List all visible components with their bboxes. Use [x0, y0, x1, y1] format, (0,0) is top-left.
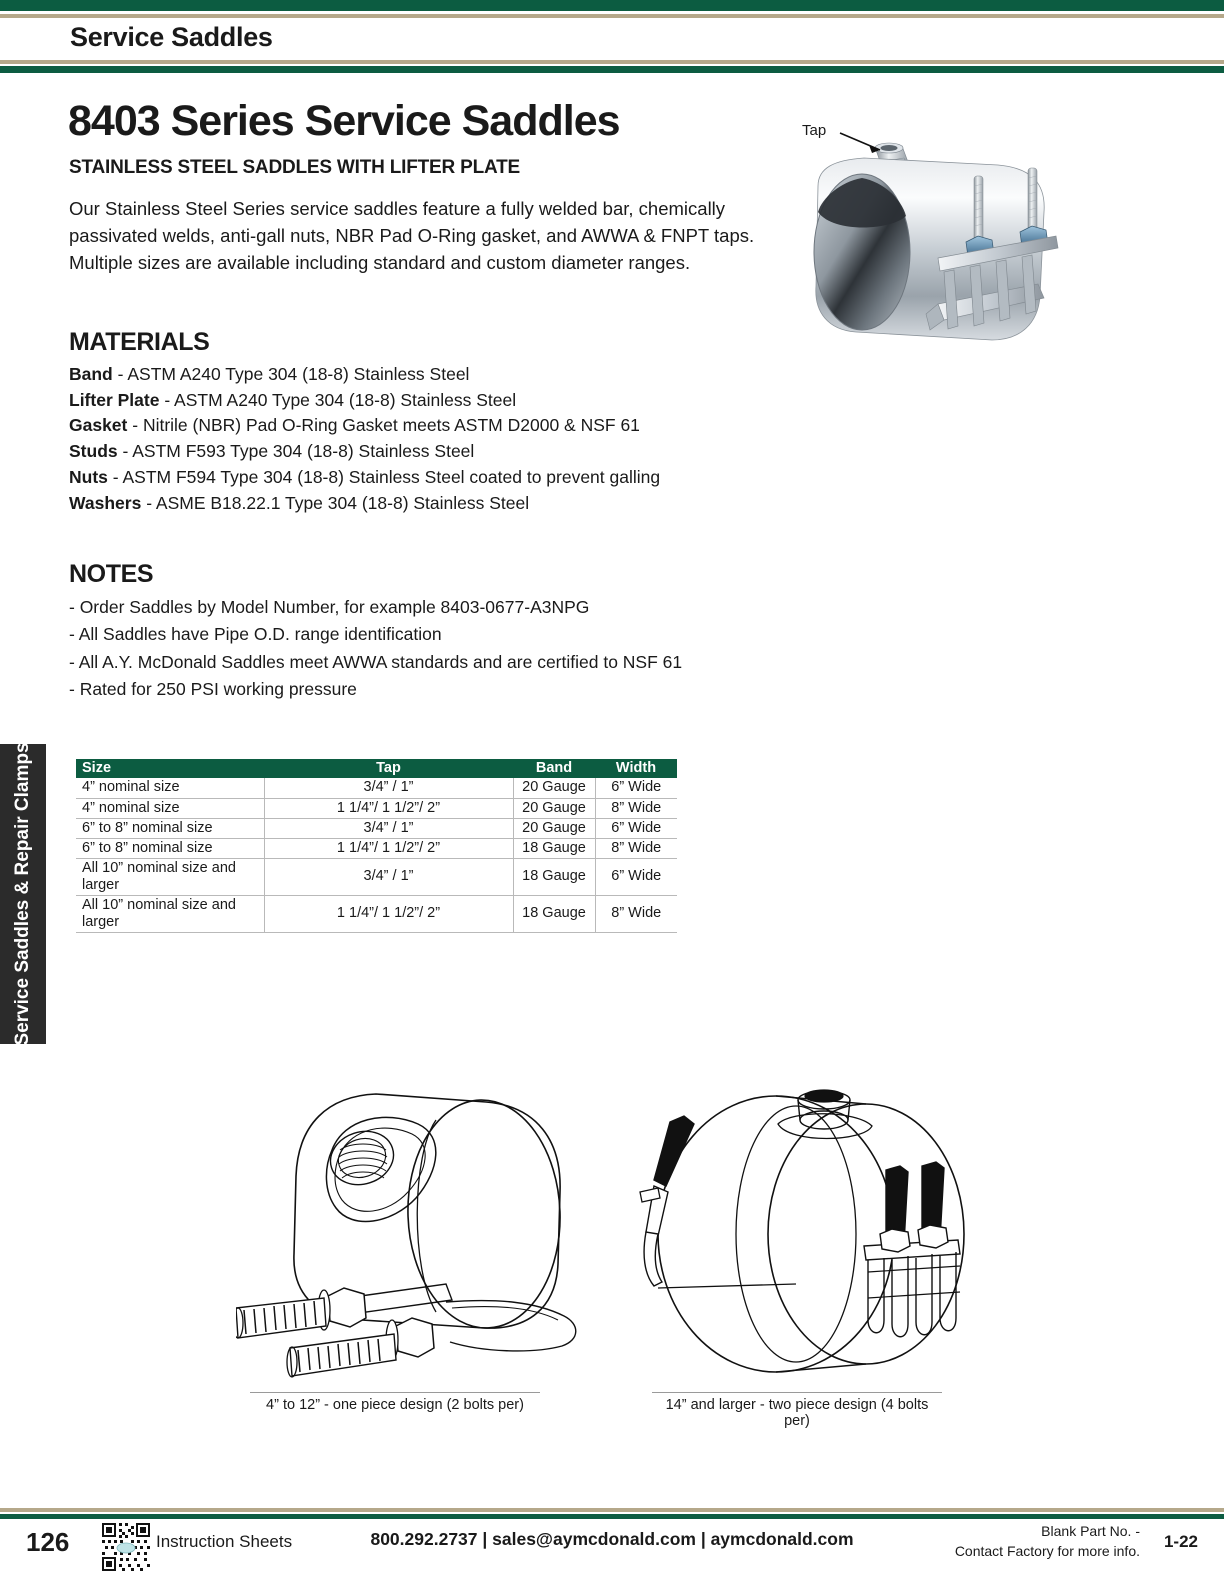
- column-header-tap: Tap: [264, 759, 513, 778]
- note-item: - Order Saddles by Model Number, for example 8403-0677-A3NPG: [69, 597, 590, 617]
- note-item: - All Saddles have Pipe O.D. range identification: [69, 624, 442, 645]
- materials-heading: MATERIALS: [69, 328, 210, 356]
- cell-width: 8” Wide: [595, 895, 677, 932]
- figure-caption-left: [250, 1392, 540, 1413]
- cell-width: 8” Wide: [595, 798, 677, 818]
- header-tan-rule-bottom: [0, 60, 1224, 64]
- header-tan-rule-top: [0, 14, 1224, 18]
- table-row: [76, 895, 677, 932]
- material-label: Band: [69, 364, 113, 384]
- notes-section: [69, 560, 769, 703]
- material-item: [69, 439, 769, 465]
- material-label: Lifter Plate: [69, 389, 160, 410]
- spec-table: [76, 759, 677, 933]
- cell-size: 6” to 8” nominal size: [76, 818, 264, 838]
- column-header-size: Size: [76, 759, 264, 778]
- two-piece-saddle-drawing: [628, 1058, 974, 1390]
- column-header-band: Band: [513, 759, 595, 778]
- footer-tan-rule: [0, 1508, 1224, 1512]
- material-value: - ASTM A240 Type 304 (18-8) Stainless Steel: [164, 389, 517, 410]
- page-title: 8403 Series Service Saddles: [68, 97, 620, 145]
- cell-band: 18 Gauge: [513, 838, 595, 858]
- material-item: [69, 465, 769, 491]
- cell-size: 4” nominal size: [76, 778, 264, 798]
- intro-paragraph: Our Stainless Steel Series service saddles feature a fully welded bar, chemically passivated welds, anti-gall nuts, NBR Pad O-Ring gasket, and AWWA & FNPT taps. Multiple sizes are available including standard and custom diameter ranges.: [69, 198, 755, 273]
- figure-two-piece-saddle: [628, 1058, 974, 1390]
- column-header-width: Width: [595, 759, 677, 778]
- table-row: [76, 798, 677, 818]
- table-row: [76, 838, 677, 858]
- cell-band: 20 Gauge: [513, 798, 595, 818]
- cell-width: 6” Wide: [595, 818, 677, 838]
- materials-section: [69, 328, 769, 516]
- material-label: Gasket: [69, 415, 128, 436]
- cell-tap: 1 1/4”/ 1 1/2”/ 2”: [264, 798, 513, 818]
- cell-tap: 1 1/4”/ 1 1/2”/ 2”: [264, 895, 513, 932]
- cell-width: 8” Wide: [595, 838, 677, 858]
- qr-code-label: Instruction Sheets: [156, 1532, 293, 1551]
- cell-tap: 3/4” / 1”: [264, 778, 513, 798]
- material-item: [69, 413, 769, 439]
- product-photo: [788, 108, 1078, 378]
- footer-doc-code: 1-22: [1163, 1532, 1198, 1551]
- product-photo-image: [788, 108, 1078, 378]
- material-item: [69, 362, 769, 388]
- cell-size: All 10” nominal size and larger: [76, 858, 264, 895]
- cell-tap: 3/4” / 1”: [264, 858, 513, 895]
- figure-caption-left-text: 4” to 12” - one piece design (2 bolts per): [250, 1392, 540, 1413]
- note-item: - All A.Y. McDonald Saddles meet AWWA standards and are certified to NSF 61: [69, 651, 683, 672]
- material-item: [69, 388, 769, 414]
- cell-band: 18 Gauge: [513, 858, 595, 895]
- page-subtitle: STAINLESS STEEL SADDLES WITH LIFTER PLATE: [69, 157, 520, 178]
- cell-size: All 10” nominal size and larger: [76, 895, 264, 932]
- page-number: 126: [26, 1527, 70, 1557]
- figure-caption-right-text: 14” and larger - two piece design (4 bolts per): [652, 1392, 942, 1429]
- footer-green-rule: [0, 1514, 1224, 1519]
- header-green-band-top: [0, 0, 1224, 11]
- material-label: Studs: [69, 441, 118, 462]
- blank-part-line-1: Blank Part No. -: [1041, 1523, 1140, 1539]
- figure-caption-right: [652, 1392, 942, 1429]
- cell-size: 4” nominal size: [76, 798, 264, 818]
- notes-heading: NOTES: [69, 560, 154, 588]
- header-green-band-bottom: [0, 66, 1224, 73]
- cell-tap: 3/4” / 1”: [264, 818, 513, 838]
- sidebar-section-label: Service Saddles & Repair Clamps: [12, 742, 33, 1046]
- table-row: [76, 858, 677, 895]
- tap-callout-label: Tap: [802, 122, 827, 139]
- material-label: Washers: [69, 492, 142, 513]
- material-item: [69, 491, 769, 517]
- cell-tap: 1 1/4”/ 1 1/2”/ 2”: [264, 838, 513, 858]
- blank-part-line-2: Contact Factory for more info.: [954, 1542, 1140, 1559]
- cell-size: 6” to 8” nominal size: [76, 838, 264, 858]
- cell-width: 6” Wide: [595, 858, 677, 895]
- table-row: [76, 778, 677, 798]
- page-header-title: Service Saddles: [70, 22, 273, 52]
- table-row: [76, 818, 677, 838]
- material-value: - ASTM F593 Type 304 (18-8) Stainless Steel: [122, 441, 475, 462]
- material-label: Nuts: [69, 466, 108, 487]
- one-piece-saddle-drawing: [236, 1058, 608, 1398]
- cell-band: 18 Gauge: [513, 895, 595, 932]
- footer-blank-part-note: [955, 1522, 1140, 1561]
- cell-band: 20 Gauge: [513, 778, 595, 798]
- table-header-row: [76, 759, 677, 778]
- material-value: - ASTM A240 Type 304 (18-8) Stainless Steel: [117, 364, 470, 384]
- note-item: - Rated for 250 PSI working pressure: [69, 678, 357, 699]
- cell-width: 6” Wide: [595, 778, 677, 798]
- material-value: - ASME B18.22.1 Type 304 (18-8) Stainless Steel: [146, 492, 530, 513]
- figure-one-piece-saddle: [236, 1058, 608, 1398]
- material-value: - Nitrile (NBR) Pad O-Ring Gasket meets ASTM D2000 & NSF 61: [132, 415, 640, 436]
- cell-band: 20 Gauge: [513, 818, 595, 838]
- sidebar-section-tab: [0, 744, 46, 1044]
- material-value: - ASTM F594 Type 304 (18-8) Stainless Steel coated to prevent galling: [112, 466, 661, 487]
- footer-contact-line[interactable]: 800.292.2737 | sales@aymcdonald.com | aymcdonald.com: [370, 1529, 854, 1549]
